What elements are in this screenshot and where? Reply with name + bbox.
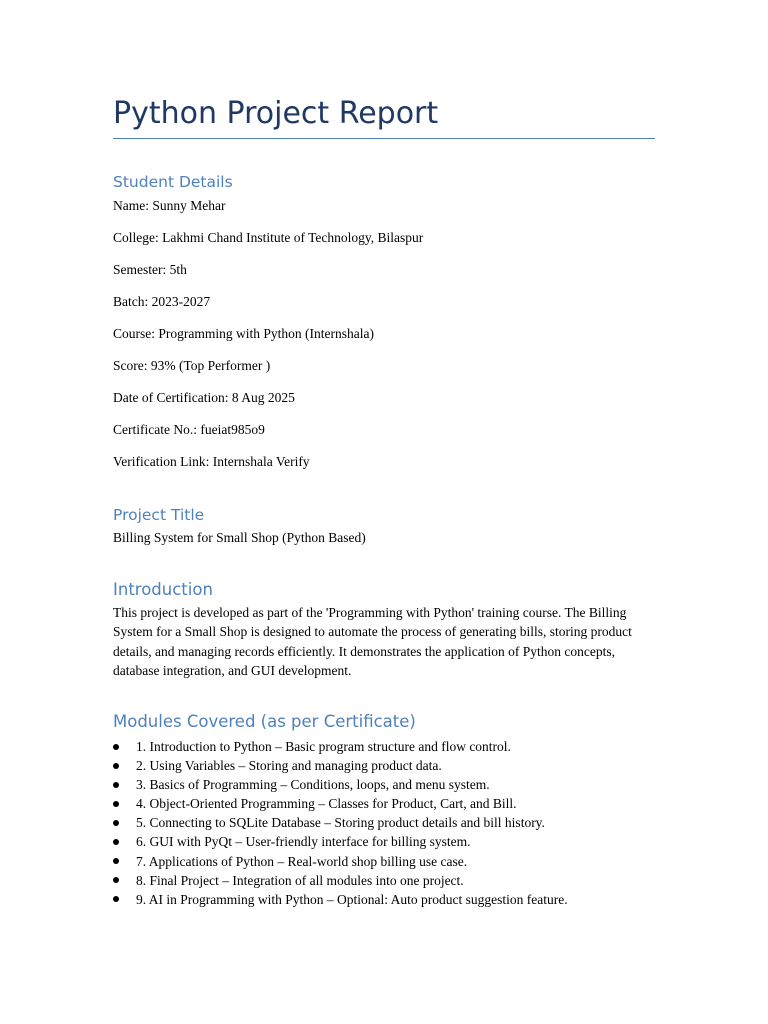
modules-list xyxy=(113,737,568,909)
bullet-icon xyxy=(113,839,119,845)
list-item xyxy=(113,794,568,813)
module-text: 9. AI in Programming with Python – Optional: Auto product suggestion feature. xyxy=(136,891,568,907)
introduction-paragraph: This project is developed as part of the 'Programming with Python' training course. The Billing System for a Small Shop is designed to automate the process of generating bills, storing product details, and managing records efficiently. It demonstrates the application of Python concepts, database integration, and GUI development. xyxy=(113,605,632,679)
student-score: Score: 93% (Top Performer ) xyxy=(113,358,271,373)
project-title-heading: Project Title xyxy=(113,506,205,524)
document-title: Python Project Report xyxy=(113,96,439,131)
list-item xyxy=(113,737,568,756)
module-text: 6. GUI with PyQt – User-friendly interface for billing system. xyxy=(136,834,471,850)
bullet-icon xyxy=(113,801,119,807)
modules-heading: Modules Covered (as per Certificate) xyxy=(113,712,416,731)
student-batch: Batch: 2023-2027 xyxy=(113,294,211,309)
list-item xyxy=(113,852,568,871)
bullet-icon xyxy=(113,820,119,826)
module-text: 5. Connecting to SQLite Database – Storing product details and bill history. xyxy=(136,815,545,831)
student-course: Course: Programming with Python (Internshala) xyxy=(113,326,374,341)
student-details-heading: Student Details xyxy=(113,173,233,191)
list-item xyxy=(113,890,568,909)
list-item xyxy=(113,832,568,851)
title-underline xyxy=(113,138,655,139)
module-text: 4. Object-Oriented Programming – Classes for Product, Cart, and Bill. xyxy=(136,796,517,812)
list-item xyxy=(113,813,568,832)
bullet-icon xyxy=(113,877,119,883)
list-item xyxy=(113,775,568,794)
certification-date: Date of Certification: 8 Aug 2025 xyxy=(113,390,295,405)
module-text: 7. Applications of Python – Real-world shop billing use case. xyxy=(136,853,468,869)
student-semester: Semester: 5th xyxy=(113,262,187,277)
bullet-icon xyxy=(113,858,119,864)
verification-link[interactable]: Verification Link: Internshala Verify xyxy=(113,454,310,469)
student-college: College: Lakhmi Chand Institute of Technology, Bilaspur xyxy=(113,230,424,245)
certificate-number: Certificate No.: fueiat985o9 xyxy=(113,422,265,437)
module-text: 3. Basics of Programming – Conditions, loops, and menu system. xyxy=(136,777,490,793)
student-name: Name: Sunny Mehar xyxy=(113,198,226,213)
module-text: 8. Final Project – Integration of all modules into one project. xyxy=(136,872,464,888)
list-item xyxy=(113,871,568,890)
bullet-icon xyxy=(113,763,119,769)
module-text: 1. Introduction to Python – Basic program structure and flow control. xyxy=(136,739,511,754)
bullet-icon xyxy=(113,896,119,902)
project-title-text: Billing System for Small Shop (Python Based) xyxy=(113,530,366,545)
introduction-heading: Introduction xyxy=(113,580,213,599)
list-item xyxy=(113,756,568,775)
module-text: 2. Using Variables – Storing and managing product data. xyxy=(136,758,442,774)
bullet-icon xyxy=(113,744,119,750)
bullet-icon xyxy=(113,782,119,788)
